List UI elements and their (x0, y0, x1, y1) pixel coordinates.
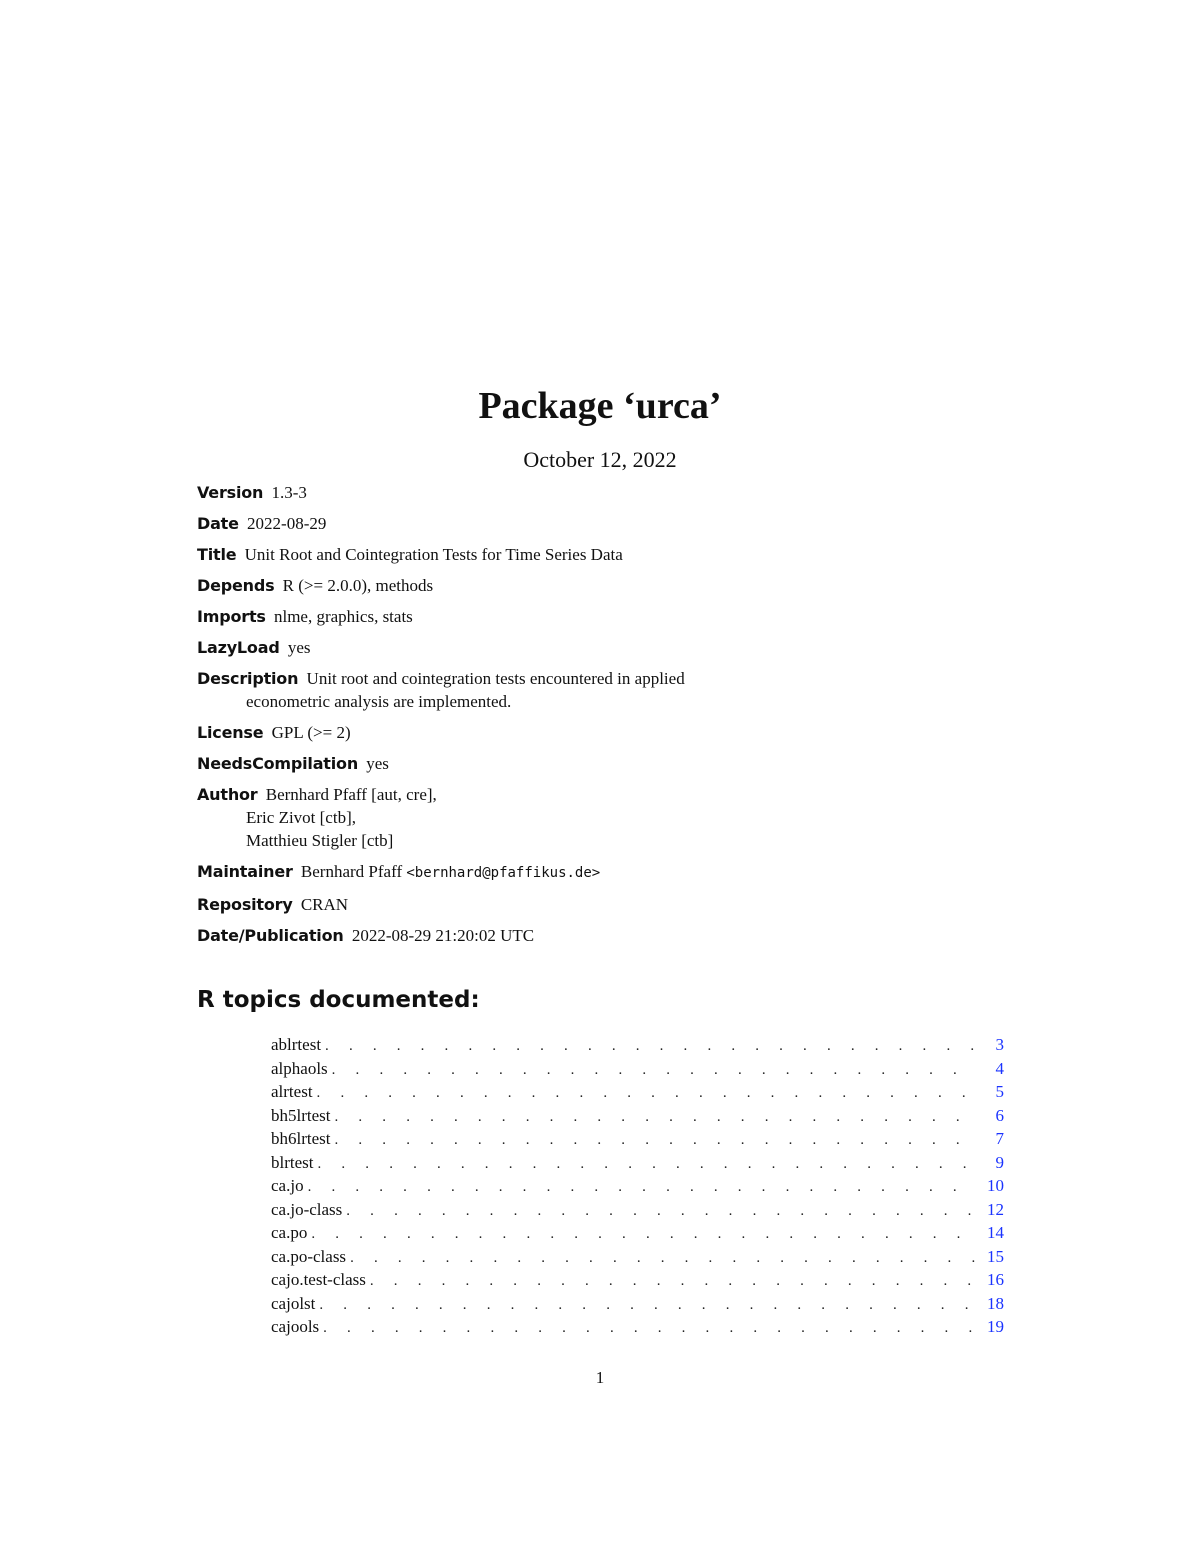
document-date: October 12, 2022 (523, 447, 677, 472)
toc-leader-dots (350, 1250, 976, 1267)
toc-entry (271, 1059, 1004, 1083)
field-value: GPL (>= 2) (271, 723, 351, 742)
field-key: Date (197, 514, 239, 533)
toc-page-link[interactable]: 18 (987, 1293, 1004, 1313)
toc-leader-dots (332, 1062, 976, 1079)
toc-entry (271, 1082, 1004, 1106)
toc-entry-name: ca.jo-class (271, 1199, 343, 1219)
field-value: CRAN (300, 895, 349, 914)
field-value: 2022-08-29 21:20:02 UTC (351, 926, 535, 945)
field-value: Unit root and cointegration tests encountered in applied (306, 669, 685, 688)
toc-leader-dots (311, 1226, 976, 1243)
field-key: Maintainer (197, 862, 293, 881)
toc-entry-name: ablrtest (271, 1035, 322, 1054)
field-lazyload (197, 636, 977, 659)
toc-entry (271, 1153, 1004, 1177)
toc-entry-name: bh6lrtest (271, 1129, 331, 1148)
toc-leader-dots (319, 1297, 976, 1314)
field-value-continuation: econometric analysis are implemented. (246, 692, 512, 711)
field-date (197, 512, 977, 535)
toc-entry (271, 1176, 1004, 1200)
toc-page-link[interactable]: 15 (987, 1246, 1004, 1266)
toc-leader-dots (370, 1273, 976, 1290)
toc-page-link[interactable]: 12 (987, 1199, 1004, 1219)
field-license (197, 721, 977, 744)
toc-leader-dots (325, 1038, 976, 1055)
toc-leader-dots (335, 1109, 977, 1126)
field-key: Imports (197, 607, 266, 626)
toc-page-link[interactable]: 16 (987, 1270, 1004, 1289)
toc-page-link[interactable]: 10 (987, 1176, 1004, 1195)
field-publication (197, 924, 977, 947)
toc-entry-name: alrtest (271, 1082, 313, 1101)
toc-leader-dots (323, 1320, 976, 1337)
toc-entry (271, 1200, 1004, 1224)
field-key: Version (197, 483, 264, 502)
field-key: LazyLoad (197, 638, 280, 657)
field-key: Repository (197, 895, 293, 914)
field-title (197, 543, 977, 566)
field-value-continuation: Matthieu Stigler [ctb] (246, 831, 394, 850)
field-key: License (197, 723, 264, 742)
page-number: 1 (595, 1368, 605, 1387)
field-key: Depends (197, 576, 275, 595)
table-of-contents (271, 1035, 1004, 1341)
field-author (197, 783, 977, 852)
field-value: R (>= 2.0.0), methods (282, 576, 434, 595)
field-value: Bernhard Pfaff [aut, cre], (265, 785, 437, 804)
toc-entry-name: blrtest (271, 1152, 314, 1172)
toc-page-link[interactable]: 19 (987, 1317, 1004, 1336)
field-version (197, 481, 977, 504)
toc-entry (271, 1270, 1004, 1294)
field-value: 1.3-3 (271, 483, 307, 502)
toc-entry-name: alphaols (271, 1058, 328, 1078)
toc-entry (271, 1106, 1004, 1130)
toc-entry (271, 1035, 1004, 1059)
toc-page-link[interactable]: 9 (995, 1152, 1004, 1172)
field-value: yes (366, 754, 389, 773)
toc-page-link[interactable]: 7 (995, 1129, 1004, 1148)
maintainer-email: <bernhard@pfaffikus.de> (406, 865, 601, 881)
toc-entry-name: bh5lrtest (271, 1105, 331, 1125)
toc-entry (271, 1129, 1004, 1153)
field-value: yes (287, 638, 311, 657)
field-needscompilation (197, 752, 977, 775)
toc-leader-dots (318, 1156, 977, 1173)
toc-entry-name: cajo.test-class (271, 1270, 366, 1289)
field-key: Description (197, 669, 299, 688)
field-imports (197, 605, 977, 628)
field-value: 2022-08-29 (247, 514, 327, 533)
package-metadata (197, 481, 977, 955)
toc-entry (271, 1317, 1004, 1341)
field-key: Author (197, 785, 258, 804)
toc-page-link[interactable]: 4 (995, 1058, 1004, 1078)
field-value: nlme, graphics, stats (273, 607, 413, 626)
toc-entry-name: cajolst (271, 1293, 316, 1313)
toc-entry-name: cajools (271, 1317, 320, 1336)
toc-leader-dots (317, 1085, 976, 1102)
toc-page-link[interactable]: 3 (995, 1035, 1004, 1054)
field-repository (197, 893, 977, 916)
field-description (197, 667, 977, 713)
field-maintainer (197, 860, 977, 885)
toc-page-link[interactable]: 14 (987, 1223, 1004, 1242)
toc-heading: R topics documented: (197, 987, 480, 1013)
field-value-continuation: Eric Zivot [ctb], (246, 808, 356, 827)
maintainer-name: Bernhard Pfaff (300, 862, 403, 881)
toc-leader-dots (346, 1203, 976, 1220)
field-key: Title (197, 545, 237, 564)
document-title: Package ‘urca’ (478, 385, 722, 427)
field-key: Date/Publication (197, 926, 344, 945)
toc-entry (271, 1294, 1004, 1318)
field-depends (197, 574, 977, 597)
toc-entry (271, 1247, 1004, 1271)
toc-page-link[interactable]: 6 (995, 1105, 1004, 1125)
field-value: Unit Root and Cointegration Tests for Time Series Data (244, 545, 623, 564)
toc-entry-name: ca.po (271, 1223, 308, 1242)
toc-leader-dots (335, 1132, 977, 1149)
toc-entry (271, 1223, 1004, 1247)
toc-entry-name: ca.po-class (271, 1246, 347, 1266)
toc-page-link[interactable]: 5 (995, 1082, 1004, 1101)
toc-entry-name: ca.jo (271, 1176, 304, 1195)
field-key: NeedsCompilation (197, 754, 359, 773)
toc-leader-dots (308, 1179, 976, 1196)
